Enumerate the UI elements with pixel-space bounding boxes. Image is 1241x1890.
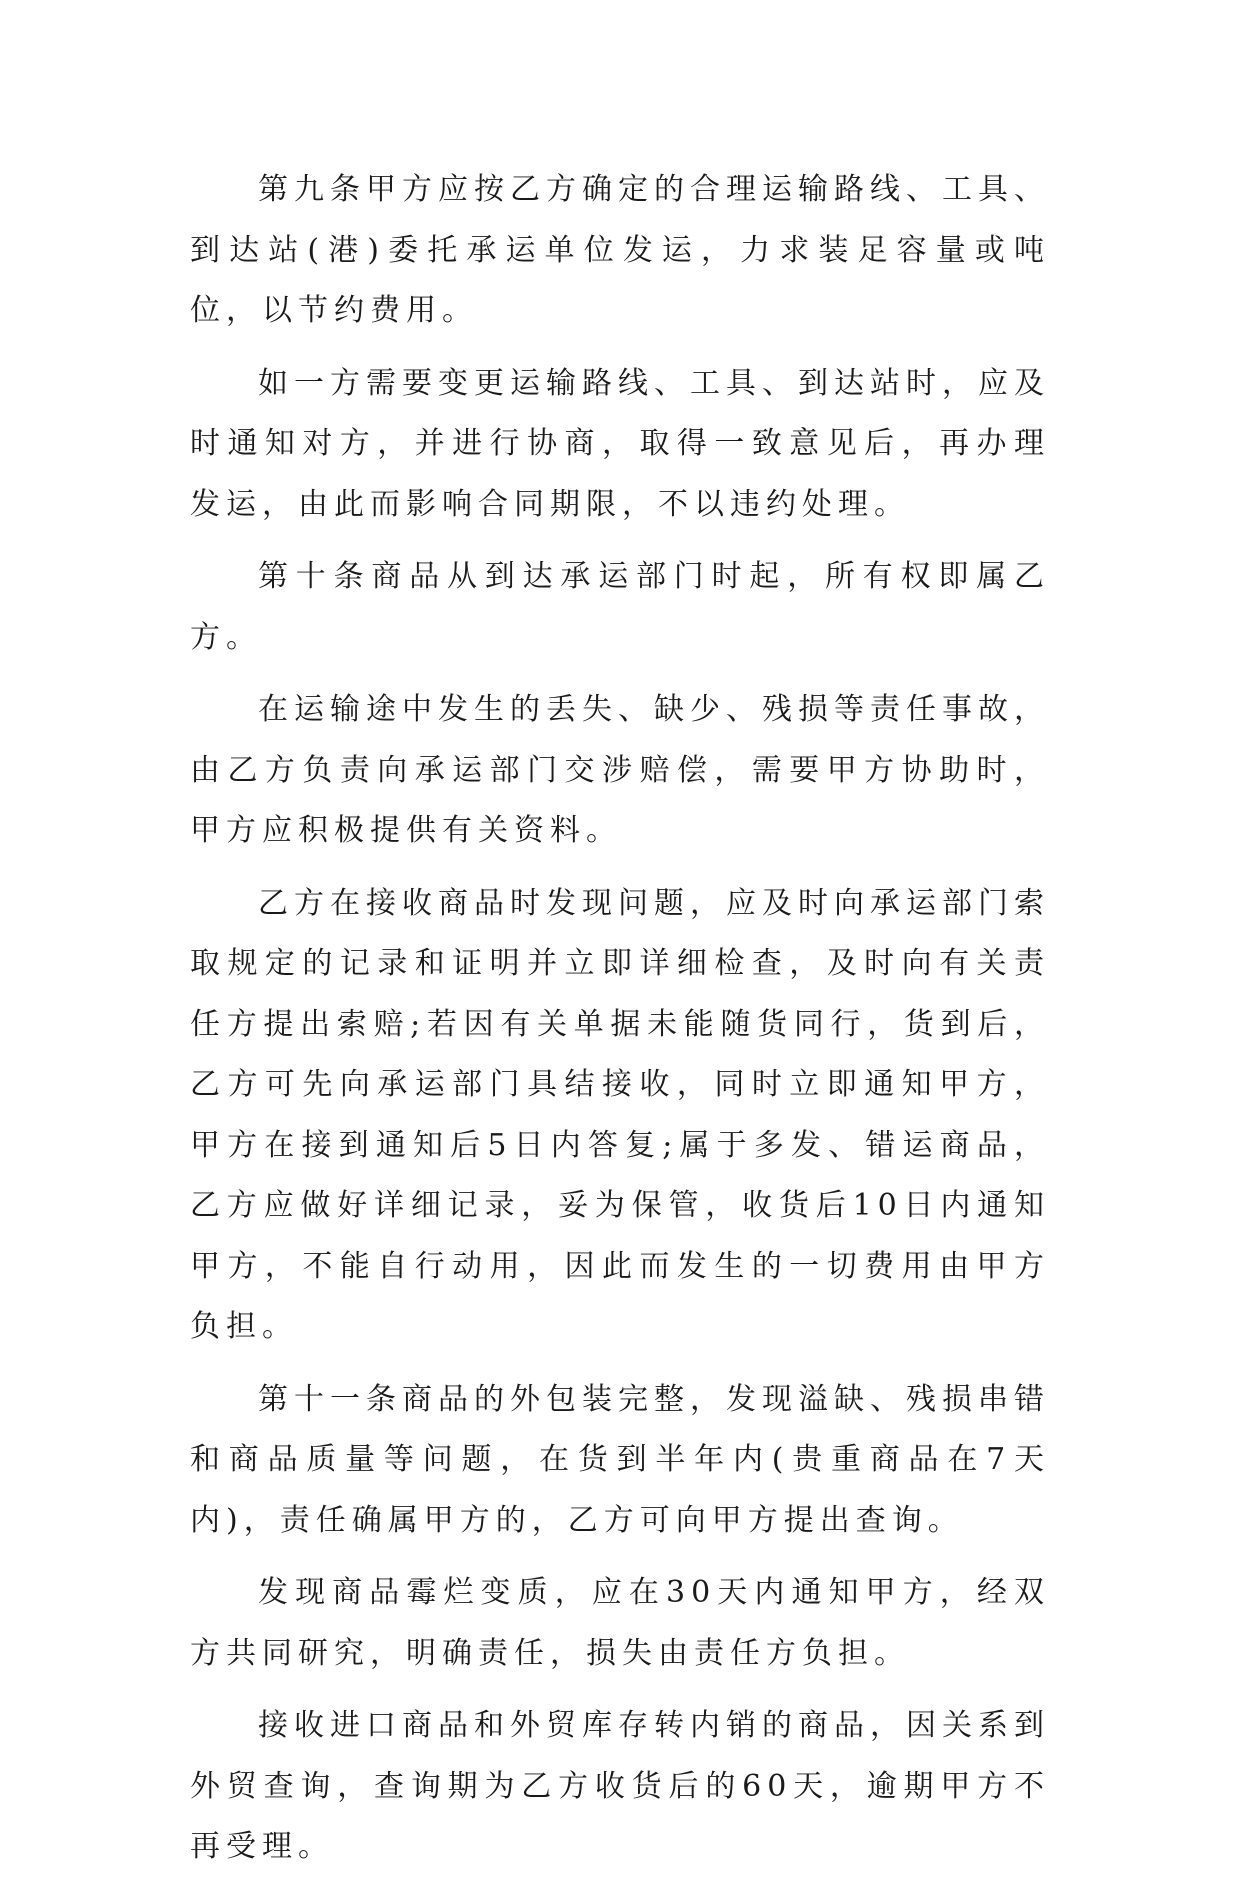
paragraph-article-10: 第十条商品从到达承运部门时起，所有权即属乙方。: [190, 559, 1050, 655]
paragraph-import-goods: 接收进口商品和外贸库存转内销的商品，因关系到外贸查询，查询期为乙方收货后的60天，逾期甲方不再受理。: [190, 1708, 1050, 1864]
paragraph-article-9: 第九条甲方应按乙方确定的合理运输路线、工具、到达站(港)委托承运单位发运，力求装足容量或吨位，以节约费用。: [190, 172, 1050, 328]
paragraph-article-11: 第十一条商品的外包装完整，发现溢缺、残损串错和商品质量等问题，在货到半年内(贵重商品在7天内)，责任确属甲方的，乙方可向甲方提出查询。: [190, 1381, 1050, 1538]
document-body: [190, 160, 1050, 1890]
paragraph-receipt-issues: 乙方在接收商品时发现问题，应及时向承运部门索取规定的记录和证明并立即详细检查，及时向有关责任方提出索赔;若因有关单据未能随货同行，货到后，乙方可先向承运部门具结接收，同时立即通知甲方，甲方在接到通知后5日内答复;属于多发、错运商品，乙方应做好详细记录，妥为保管，收货后10日内通知甲方，不能自行动用，因此而发生的一切费用由甲方负担。: [190, 885, 1050, 1344]
paragraph-route-change: 如一方需要变更运输路线、工具、到达站时，应及时通知对方，并进行协商，取得一致意见后，再办理发运，由此而影响合同期限，不以违约处理。: [190, 365, 1050, 522]
paragraph-transport-loss: 在运输途中发生的丢失、缺少、残损等责任事故，由乙方负责向承运部门交涉赔偿，需要甲方协助时，甲方应积极提供有关资料。: [190, 692, 1050, 848]
paragraph-spoilage: 发现商品霉烂变质，应在30天内通知甲方，经双方共同研究，明确责任，损失由责任方负担。: [190, 1575, 1050, 1671]
